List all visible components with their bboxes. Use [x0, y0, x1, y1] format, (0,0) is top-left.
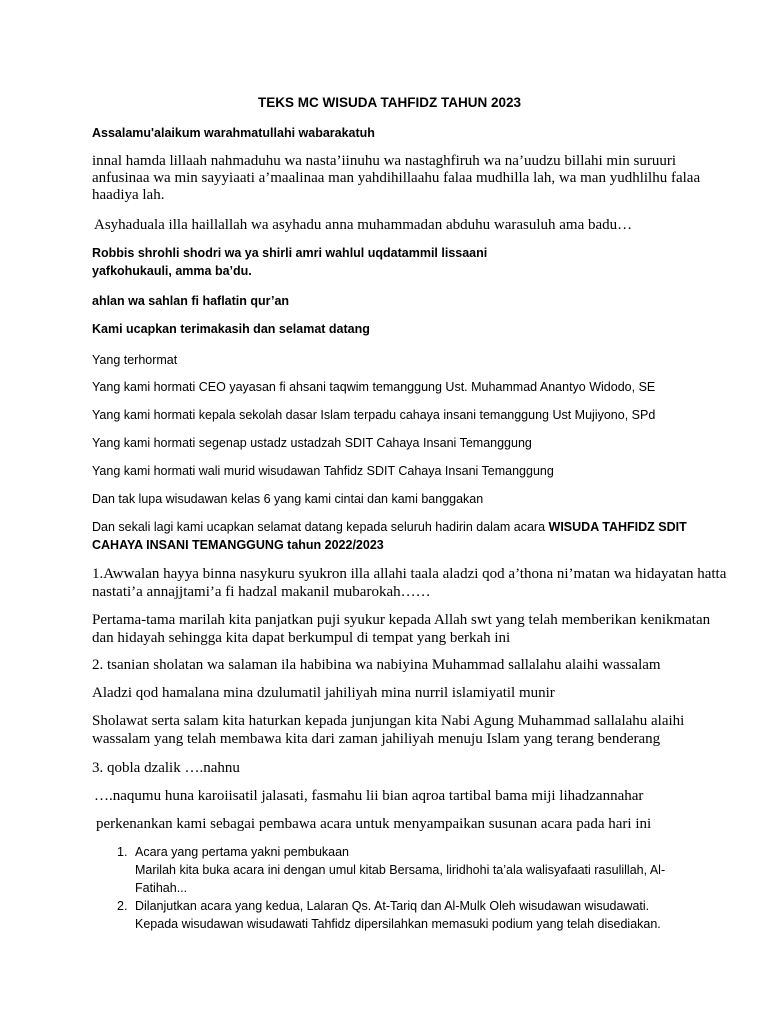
syahadat-line: Asyhaduala illa haillallah wa asyhadu anna muhammadan abduhu warasuluh ama badu…	[94, 217, 633, 233]
sekali-lagi-text: Dan sekali lagi kami ucapkan selamat datang kepada seluruh hadirin dalam acara	[92, 520, 549, 534]
hamdalah-line-2: anfusinaa wa min sayyiaati a’maalinaa man yahdihillaahu falaa mudhilla lah, wa man yudhlilhu falaa	[92, 170, 701, 186]
ahlan-line: ahlan wa sahlan fi haflatin qur’an	[92, 294, 290, 308]
awwalan-line-2: nastati’a annajjtami’a fi hadzal makanil mubarokah……	[92, 584, 431, 600]
greeting-salam: Assalamu'alaikum warahmatullahi wabarakatuh	[92, 126, 375, 140]
school-name-bold: CAHAYA INSANI TEMANGGUNG	[92, 538, 284, 552]
hamdalah-line-3: haadiya lah.	[92, 187, 165, 203]
agenda-number-1: 1.	[117, 845, 128, 859]
tsanian-line: 2. tsanian sholatan wa salaman ila habibina wa nabiyina Muhammad sallalahu alaihi wassalam	[92, 657, 661, 673]
pertama-line-1: Pertama-tama marilah kita panjatkan puji syukur kepada Allah swt yang telah memberikan kenikmatan	[92, 612, 711, 628]
yang-terhormat-line: Yang terhormat	[92, 353, 178, 367]
agenda-item-1-line-3: Fatihah...	[135, 881, 188, 895]
hormati-line-ceo: Yang kami hormati CEO yayasan fi ahsani taqwim temanggung Ust. Muhammad Anantyo Widodo, SE	[92, 380, 656, 394]
document-title: TEKS MC WISUDA TAHFIDZ TAHUN 2023	[258, 95, 522, 110]
naqumu-line: ….naqumu huna karoiisatil jalasati, fasmahu lii bian aqroa tartibal bama miji lihadzannahar	[94, 788, 644, 804]
hormati-line-wali: Yang kami hormati wali murid wisudawan Tahfidz SDIT Cahaya Insani Temanggung	[92, 464, 554, 478]
event-name-bold: WISUDA TAHFIDZ SDIT	[548, 520, 687, 534]
pertama-line-2: dan hidayah sehingga kita dapat berkumpul di tempat yang berkah ini	[92, 630, 511, 646]
agenda-item-2-line-1: Dilanjutkan acara yang kedua, Lalaran Qs. At-Tariq dan Al-Mulk Oleh wisudawan wisudawati.	[135, 899, 650, 913]
agenda-item-1-line-2: Marilah kita buka acara ini dengan umul kitab Bersama, liridhohi ta’ala walisyafaati rasulillah, Al-	[135, 863, 666, 877]
sekali-lagi-line-1	[92, 520, 687, 534]
year-bold: tahun 2022/2023	[283, 538, 384, 552]
sholawat-line-2: wassalam yang telah membawa kita dari zaman jahiliyah menuju Islam yang terang benderang	[92, 731, 661, 747]
agenda-item-2-line-2: Kepada wisudawan wisudawati Tahfidz dipersilahkan memasuki podium yang telah disediakan.	[135, 917, 661, 931]
sholawat-line-1: Sholawat serta salam kita haturkan kepada junjungan kita Nabi Agung Muhammad sallalahu alaihi	[92, 713, 685, 729]
perkenankan-line: perkenankan kami sebagai pembawa acara untuk menyampaikan susunan acara pada hari ini	[96, 816, 652, 832]
hormati-line-kepsek: Yang kami hormati kepala sekolah dasar Islam terpadu cahaya insani temanggung Ust Mujiyono, SPd	[92, 408, 656, 422]
dan-tak-lupa-line: Dan tak lupa wisudawan kelas 6 yang kami cintai dan kami banggakan	[92, 492, 484, 506]
awwalan-line-1: 1.Awwalan hayya binna nasykuru syukron illa allahi taala aladzi qod a’thona ni’matan wa hidayatan hatta	[92, 566, 727, 582]
qobla-line: 3. qobla dzalik ….nahnu	[92, 760, 240, 776]
hormati-line-ustadz: Yang kami hormati segenap ustadz ustadzah SDIT Cahaya Insani Temanggung	[92, 436, 532, 450]
robbis-line-1: Robbis shrohli shodri wa ya shirli amri wahlul uqdatammil lissaani	[92, 246, 488, 260]
aladzi-line: Aladzi qod hamalana mina dzulumatil jahiliyah mina nurril islamiyatil munir	[92, 685, 555, 701]
ucapan-line: Kami ucapkan terimakasih dan selamat datang	[92, 322, 370, 336]
hamdalah-line-1: innal hamda lillaah nahmaduhu wa nasta’iinuhu wa nastaghfiruh wa na’uudzu billahi min suruuri	[92, 153, 677, 169]
agenda-number-2: 2.	[117, 899, 128, 913]
agenda-item-1-line-1: Acara yang pertama yakni pembukaan	[135, 845, 350, 859]
robbis-line-2: yafkohukauli, amma ba’du.	[92, 264, 252, 278]
sekali-lagi-line-2	[92, 538, 384, 552]
